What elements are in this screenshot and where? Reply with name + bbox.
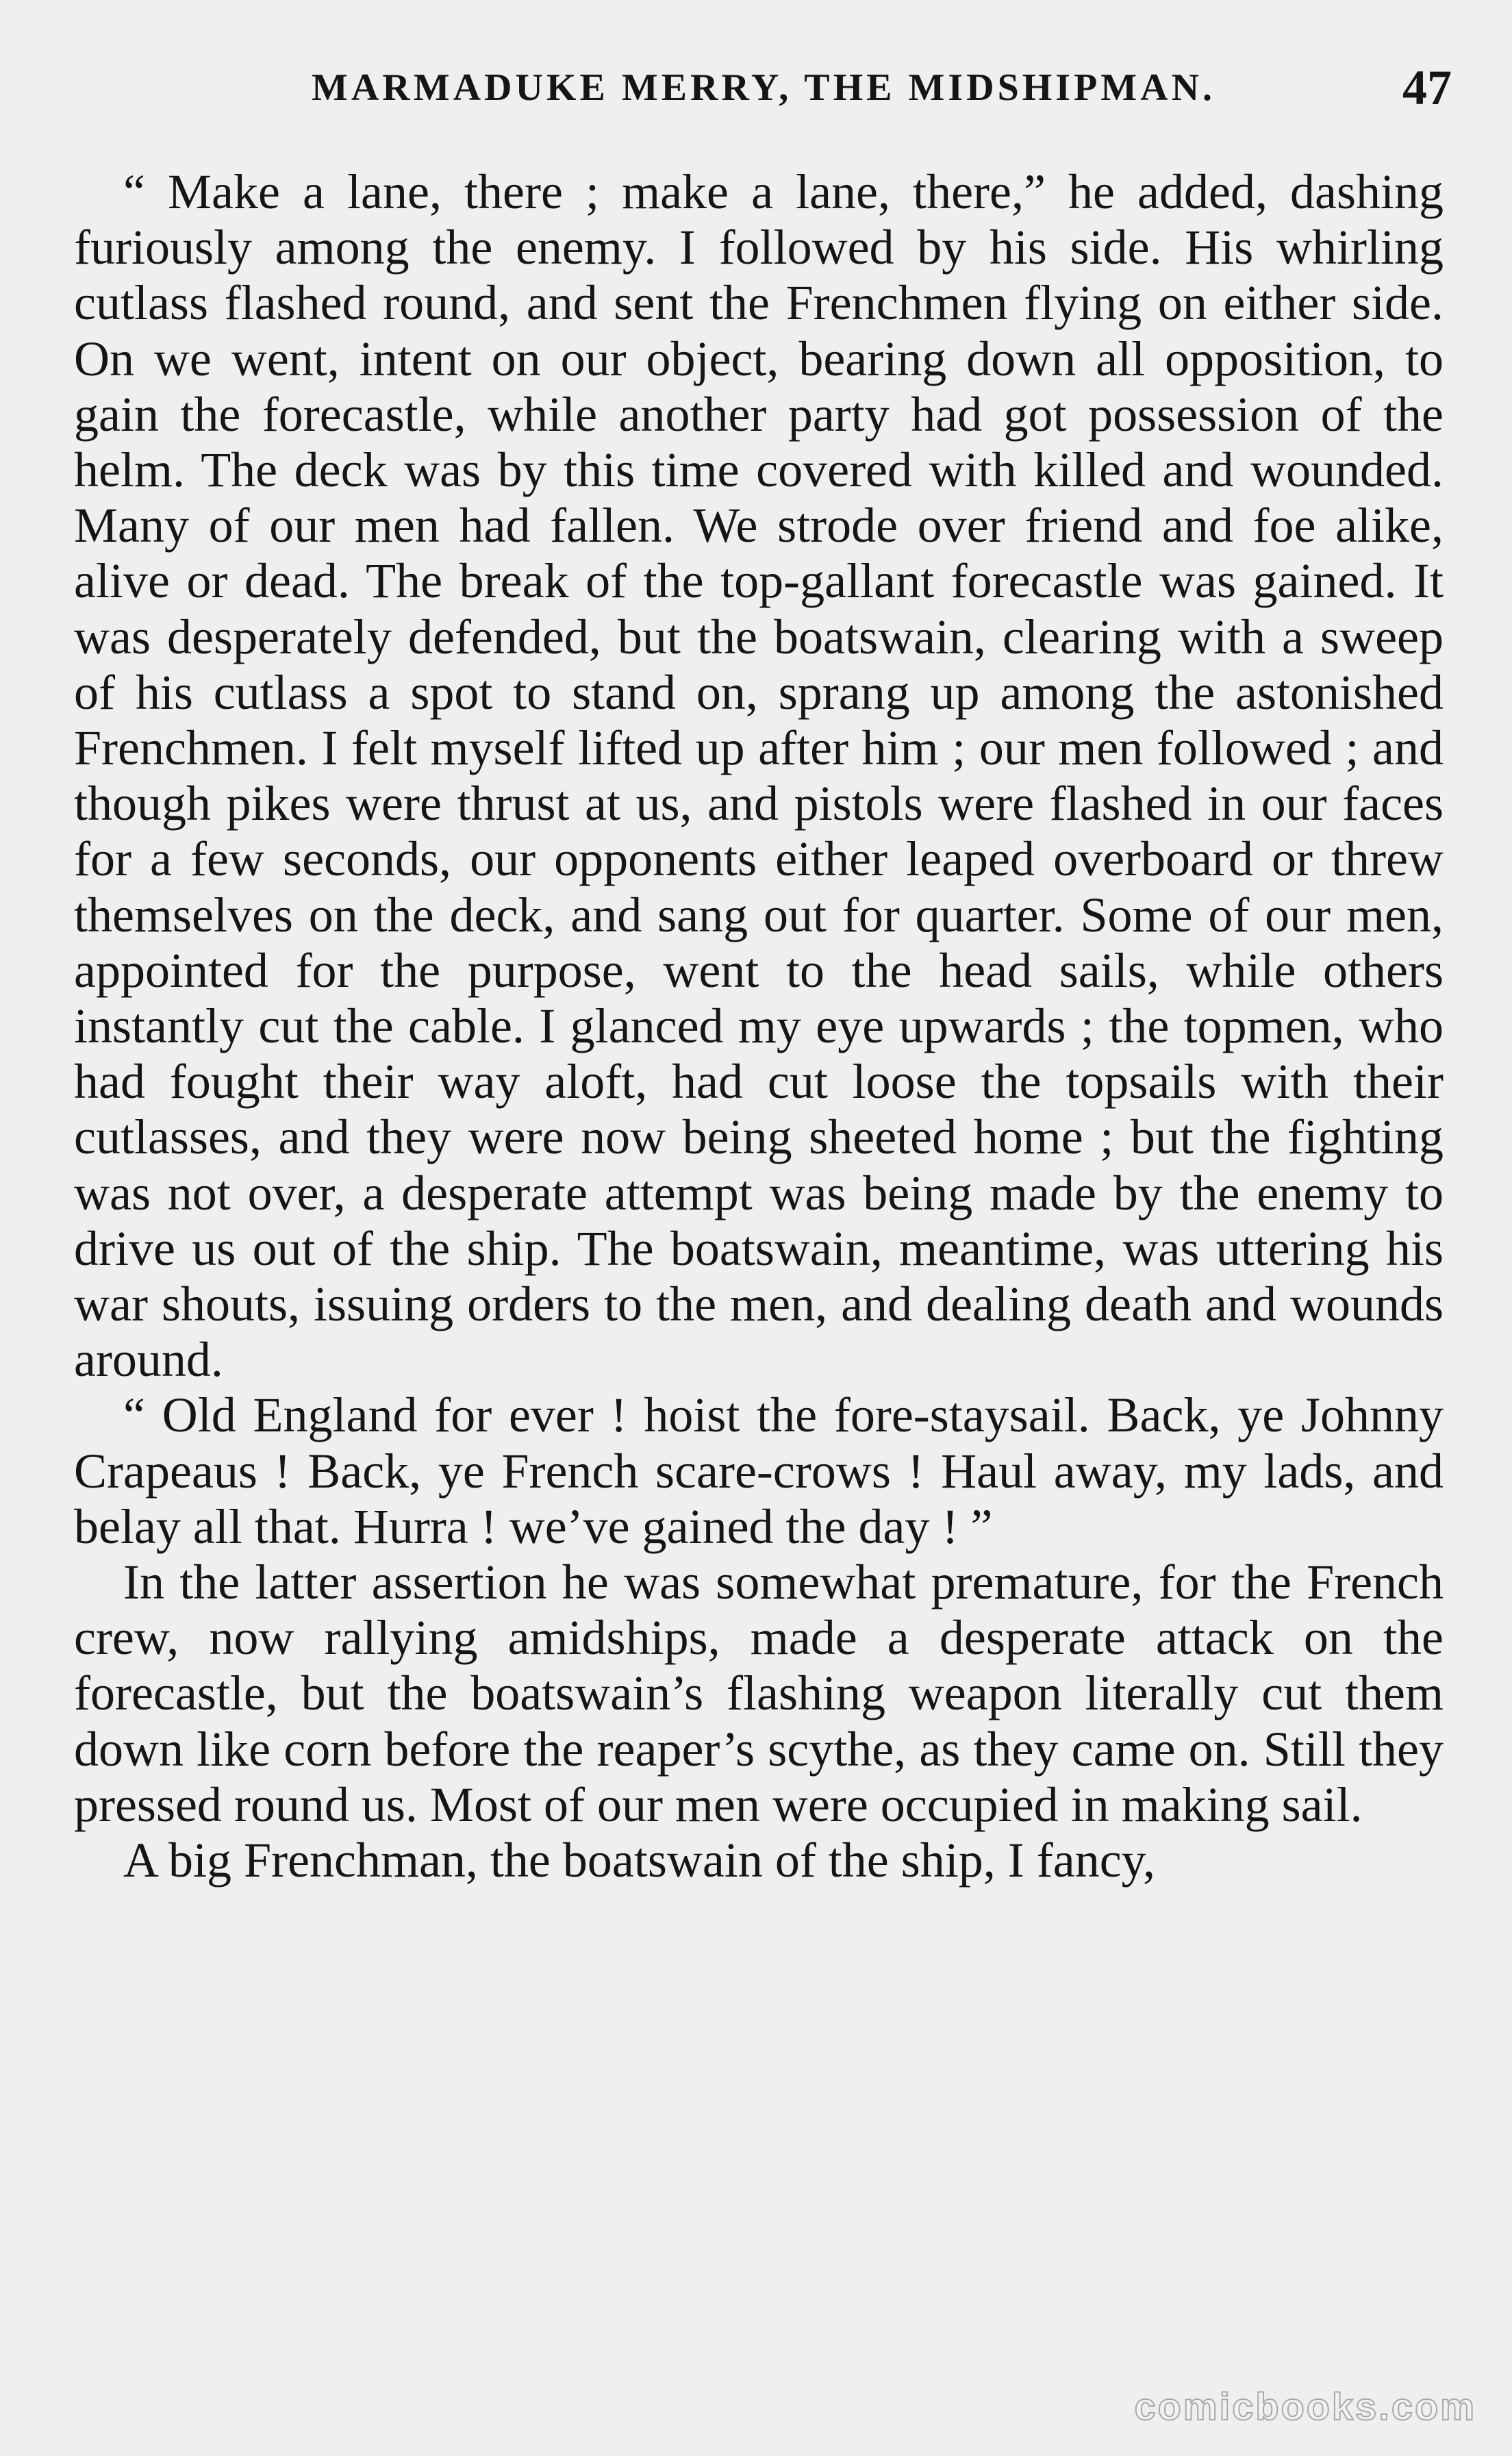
page-number: 47 [1402,60,1452,115]
running-head [75,60,1452,115]
body-text [74,164,1444,1888]
paragraph: A big Frenchman, the boatswain of the ship, I fancy, [123,1833,1155,1888]
paragraph: In the latter assertion he was somewhat premature, for the French crew, now rallying amidships, made a desperate attack on the forecastle, but the boatswain’s flashing weapon literally cut them down like corn before the reaper’s scythe, as they came on. Still they pressed round us. Most of our men were occupied in making sail. [74,1555,1444,1832]
running-title: MARMADUKE MERRY, THE MIDSHIPMAN. [311,66,1216,109]
watermark: comicbooks.com [1134,2385,1476,2428]
paragraph: “ Make a lane, there ; make a lane, there,” he added, dashing furiously among the enemy. I followed by his side. His whirling cutlass flashed round, and sent the Frenchmen flying on either side. On we went, intent on our object, bearing down all opposition, to gain the forecastle, while another party had got possession of the helm. The deck was by this time covered with killed and wounded. Many of our men had fallen. We strode over friend and foe alike, alive or dead. The break of the top-gallant forecastle was gained. It was desperately defended, but the boatswain, clearing with a sweep of his cutlass a spot to stand on, sprang up among the astonished Frenchmen. I felt myself lifted up after him ; our men followed ; and though pikes were thrust at us, and pistols were flashed in our faces for a few seconds, our opponents either leaped overboard or threw themselves on the deck, and sang out for quarter. Some of our men, appointed for the purpose, went to the head sails, while others instantly cut the cable. I glanced my eye upwards ; the topmen, who had fought their way aloft, had cut loose the topsails with their cutlasses, and they were now being sheeted home ; but the fighting was not over, a desperate attempt was being made by the enemy to drive us out of the ship. The boatswain, meantime, was uttering his war shouts, issuing orders to the men, and dealing death and wounds around. [74,164,1444,1388]
paragraph: “ Old England for ever ! hoist the fore-staysail. Back, ye Johnny Crapeaus ! Back, ye French scare-crows ! Haul away, my lads, and belay all that. Hurra ! we’ve gained the day ! ” [74,1388,1444,1554]
